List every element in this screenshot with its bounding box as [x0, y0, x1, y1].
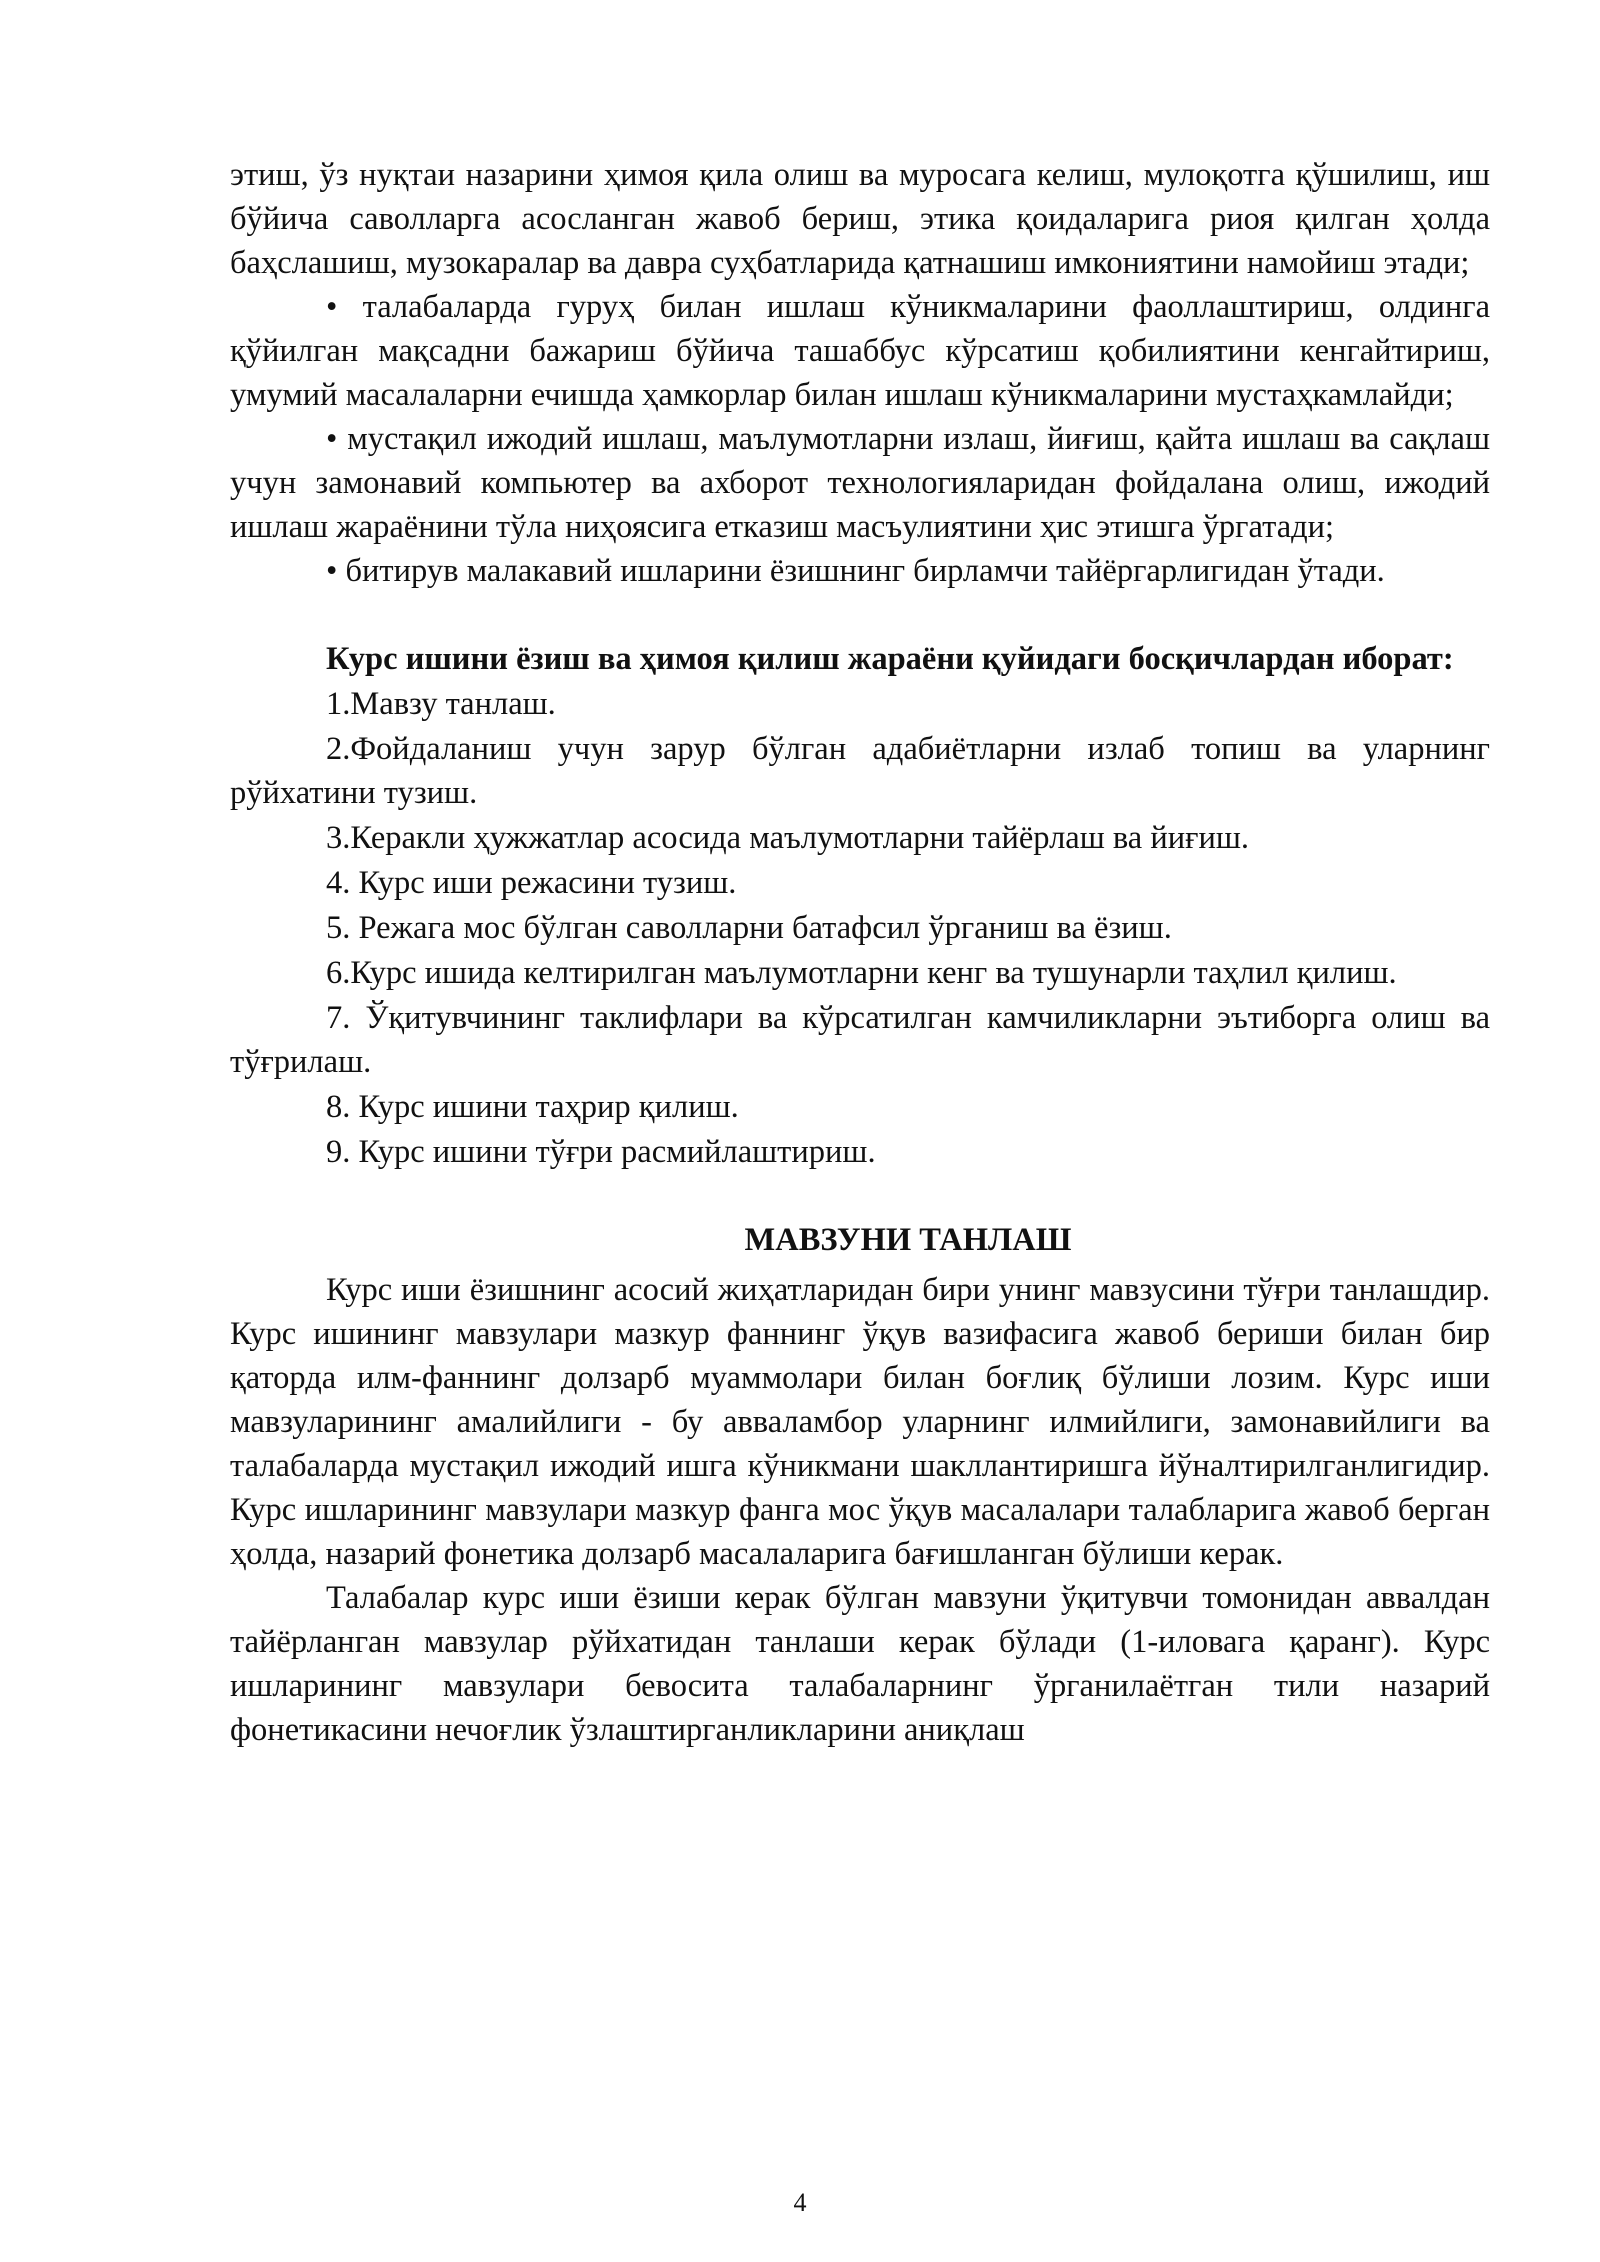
bullet-item-thesis-preparation: • битирув малакавий ишларини ёзишнинг бирламчи тайёргарлигидан ўтади. [326, 553, 1385, 589]
step-item-2: 2.Фойдаланиш учун зарур бўлган адабиётларни излаб топиш ва уларнинг рўйхатини тузиш. [230, 731, 1490, 811]
intro-paragraph: этиш, ўз нуқтаи назарини ҳимоя қила олиш ва муросага келиш, мулоқотга қўшилиш, иш бўйича саволларга асосланган жавоб бериш, этика қоидаларига риоя қилган ҳолда баҳслашиш, музокаралар ва давра суҳбатларида қатнашиш имкониятини намойиш этади; [230, 157, 1490, 281]
document-page [230, 153, 1490, 1752]
step-item-5: 5. Режага мос бўлган саволларни батафсил ўрганиш ва ёзиш. [326, 910, 1172, 946]
section-paragraph-2: Талабалар курс иши ёзиши керак бўлган мавзуни ўқитувчи томонидан аввалдан тайёрланган мавзулар рўйхатидан танлаши керак бўлади (1-иловага қаранг). Курс ишларининг мавзулари бевосита талабаларнинг ўрганилаётган тили назарий фонетикасини нечоғлик ўзлаштирганликларини аниқлаш [230, 1580, 1490, 1748]
bullet-item-teamwork: • талабаларда гуруҳ билан ишлаш кўникмаларини фаоллаштириш, олдинга қўйилган мақсадни бажариш бўйича ташаббус кўрсатиш қобилиятини кенгайтириш, умумий масалаларни ечишда ҳамкорлар билан ишлаш кўникмаларини мустаҳкамлайди; [230, 289, 1490, 413]
page-number: 4 [793, 2188, 807, 2217]
step-item-7: 7. Ўқитувчининг таклифлари ва кўрсатилган камчиликларни эътиборга олиш ва тўғрилаш. [230, 1000, 1490, 1080]
step-item-1: 1.Мавзу танлаш. [326, 686, 556, 722]
steps-list [230, 682, 1490, 1174]
step-item-9: 9. Курс ишини тўғри расмийлаштириш. [326, 1134, 876, 1170]
bullet-item-independent-work: • мустақил ижодий ишлаш, маълумотларни излаш, йиғиш, қайта ишлаш ва сақлаш учун замонавий компьютер ва ахборот технологияларидан фойдалана олиш, ижодий ишлаш жараёнини тўла ниҳоясига етказиш масъулиятини ҳис этишга ўргатади; [230, 421, 1490, 545]
step-item-3: 3.Керакли ҳужжатлар асосида маълумотларни тайёрлаш ва йиғиш. [326, 820, 1250, 856]
step-item-6: 6.Курс ишида келтирилган маълумотларни кенг ва тушунарли таҳлил қилиш. [326, 955, 1397, 991]
step-item-8: 8. Курс ишини таҳрир қилиш. [326, 1089, 739, 1125]
section-title: МАВЗУНИ ТАНЛАШ [744, 1222, 1072, 1258]
section-paragraph-1: Курс иши ёзишнинг асосий жиҳатларидан бири унинг мавзусини тўғри танлашдир. Курс ишининг мавзулари мазкур фаннинг ўқув вазифасига жавоб бериши билан бир қаторда илм-фаннинг долзарб муаммолари билан боғлиқ бўлиши лозим. Курс иши мавзуларининг амалийлиги - бу авваламбор уларнинг илмийлиги, замонавийлиги ва талабаларда мустақил ижодий ишга кўникмани шакллантиришга йўналтирилганлигидир. Курс ишларининг мавзулари мазкур фанга мос ўқув масалалари талабларига жавоб берган ҳолда, назарий фонетика долзарб масалаларига бағишланган бўлиши керак. [230, 1272, 1490, 1572]
steps-heading: Курс ишини ёзиш ва ҳимоя қилиш жараёни қуйидаги босқичлардан иборат: [326, 641, 1454, 677]
step-item-4: 4. Курс иши режасини тузиш. [326, 865, 737, 901]
